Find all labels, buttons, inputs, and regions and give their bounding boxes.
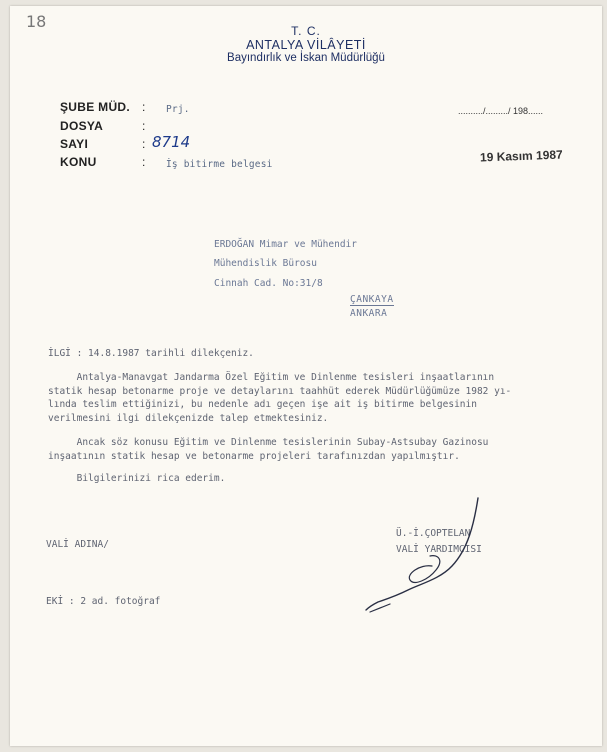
- header-governorship: ANTALYA VİLÂYETİ: [246, 38, 366, 52]
- signature-left: VALİ ADINA/: [46, 539, 109, 550]
- signatory-name: Ü.-İ.ÇOPTELAN: [396, 528, 471, 539]
- body-paragraph-2: Ancak söz konusu Eğitim ve Dinlenme tesislerinin Subay-Astsubay Gazinosu inşaatının statik hesap ve betonarme projeleri tarafınızdan yapılmıştır.: [48, 437, 489, 462]
- sube-value: Prj.: [166, 104, 190, 115]
- handwritten-signature: [360, 494, 500, 624]
- addressee-line2: Mühendislik Bürosu: [214, 258, 317, 269]
- date-template: ........../........./ 198......: [458, 106, 544, 116]
- attachment-line: EKİ : 2 ad. fotoğraf: [46, 596, 161, 607]
- addressee-line3: Cinnah Cad. No:31/8: [214, 278, 323, 289]
- dosya-label: DOSYA: [60, 119, 104, 133]
- sube-label: ŞUBE MÜD.: [60, 100, 131, 114]
- document-page: [10, 6, 602, 746]
- konu-value: İş bitirme belgesi: [166, 159, 273, 170]
- addressee-district: ÇANKAYA: [350, 294, 394, 305]
- konu-label: KONU: [60, 155, 97, 169]
- header-tc: T. C.: [291, 24, 321, 38]
- sayi-value: 8714: [152, 133, 191, 151]
- addressee-city: ANKARA: [350, 308, 388, 319]
- sayi-label: SAYI: [60, 137, 89, 151]
- signatory-title: VALİ YARDIMCISI: [396, 544, 482, 555]
- pencil-mark: 18: [26, 12, 47, 31]
- konu-colon: :: [142, 155, 146, 169]
- reference-line: İLGİ : 14.8.1987 tarihli dilekçeniz.: [48, 348, 254, 359]
- date-stamp: 19 Kasım 1987: [479, 147, 563, 165]
- addressee-line1: ERDOĞAN Mimar ve Mühendir: [214, 239, 357, 250]
- body-paragraph-1: Antalya-Manavgat Jandarma Özel Eğitim ve Dinlenme tesisleri inşaatlarının statik hesap betonarme proje ve detaylarını taahhüt ederek Müdürlüğümüze 1982 yı- lında teslim ettiğinizi, bu nedenle adı geçen işe ait iş bitirme belgesinin verilmesini ilgi dilekçenizde talep etmektesiniz.: [48, 372, 512, 424]
- sayi-colon: :: [142, 137, 146, 151]
- dosya-colon: :: [142, 119, 146, 133]
- sube-colon: :: [142, 100, 146, 114]
- header-directorate: Bayındırlık ve İskan Müdürlüğü: [227, 52, 385, 64]
- closing-line: Bilgilerinizi rica ederim.: [48, 473, 226, 484]
